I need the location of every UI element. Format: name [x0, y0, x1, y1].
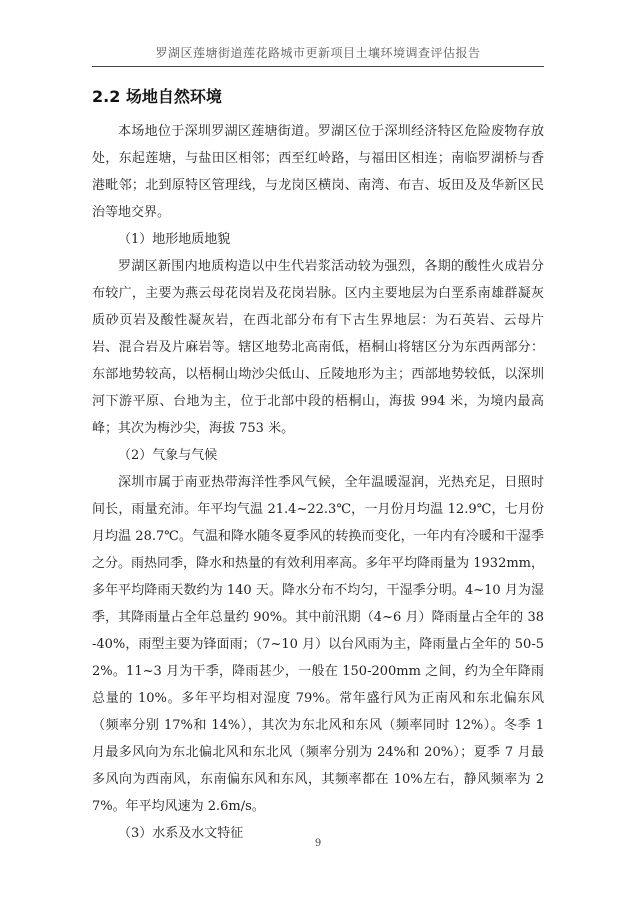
- page-content: [92, 86, 544, 847]
- subsection-heading-climate: （2）气象与气候: [118, 448, 218, 463]
- page-number: 9: [314, 838, 322, 849]
- subsection-heading-terrain: （1）地形地质地貌: [118, 232, 231, 247]
- subsection-text-climate: 深圳市属于南亚热带海洋性季风气候，全年温暖湿润，光热充足，日照时间长，雨量充沛。年平均气温 21.4~22.3℃，一月份月均温 12.9℃，七月份月均温 28.7℃。气温和降水随冬夏季风的转换而变化，一年内有冷暖和干湿季之分。雨热同季，降水和热量的有效利用率高。多年平均降雨量为 1932mm，多年平均降雨天数约为 140 天。降水分布不均匀，干湿季分明。4~10 月为湿季，其降雨量占全年总量约 90%。其中前汛期（4~6 月）降雨量占全年的 38-40%，雨型主要为锋面雨；（7~10 月）以台风雨为主，降雨量占全年的 50-52%。11~3 月为干季，降雨甚少，一般在 150-200mm 之间，约为全年降雨总量的 10%。多年平均相对湿度 79%。常年盛行风为正南风和东北偏东风（频率分别 17%和 14%），其次为东北风和东风（频率同时 12%）。冬季 1 月最多风向为东北偏北风和东北风（频率分别为 24%和 20%）；夏季 7 月最多风向为西南风，东南偏东风和东风，其频率都在 10%左右，静风频率为 27%。年平均风速为 2.6m/s。: [92, 475, 544, 814]
- page-header: [92, 44, 544, 67]
- section-title: 2.2 场地自然环境: [92, 87, 222, 106]
- header-title: 罗湖区莲塘街道莲花路城市更新项目土壤环境调查评估报告: [155, 46, 481, 60]
- intro-paragraph: 本场地位于深圳罗湖区莲塘街道。罗湖区位于深圳经济特区危险废物存放处，东起莲塘，与盐田区相邻；西至红岭路，与福田区相连；南临罗湖桥与香港毗邻；北到原特区管理线，与龙岗区横岗、南湾、布吉、坂田及及华新区民治等地交界。: [92, 124, 544, 220]
- subsection-heading-hydrology: （3）水系及水文特征: [118, 826, 244, 841]
- subsection-text-terrain: 罗湖区新围内地质构造以中生代岩浆活动较为强烈，各期的酸性火成岩分布较广，主要为燕云母花岗岩及花岗岩脉。区内主要地层为白垩系南雄群凝灰质砂页岩及酸性凝灰岩，在西北部分布有下古生界地层：为石英岩、云母片岩、混合岩及片麻岩等。辖区地势北高南低，梧桐山将辖区分为东西两部分：东部地势较高，以梧桐山坳沙尖低山、丘陵地形为主；西部地势较低，以深圳河下游平原、台地为主，位于北部中段的梧桐山，海拔 994 米，为境内最高峰；其次为梅沙尖，海拔 753 米。: [92, 259, 544, 436]
